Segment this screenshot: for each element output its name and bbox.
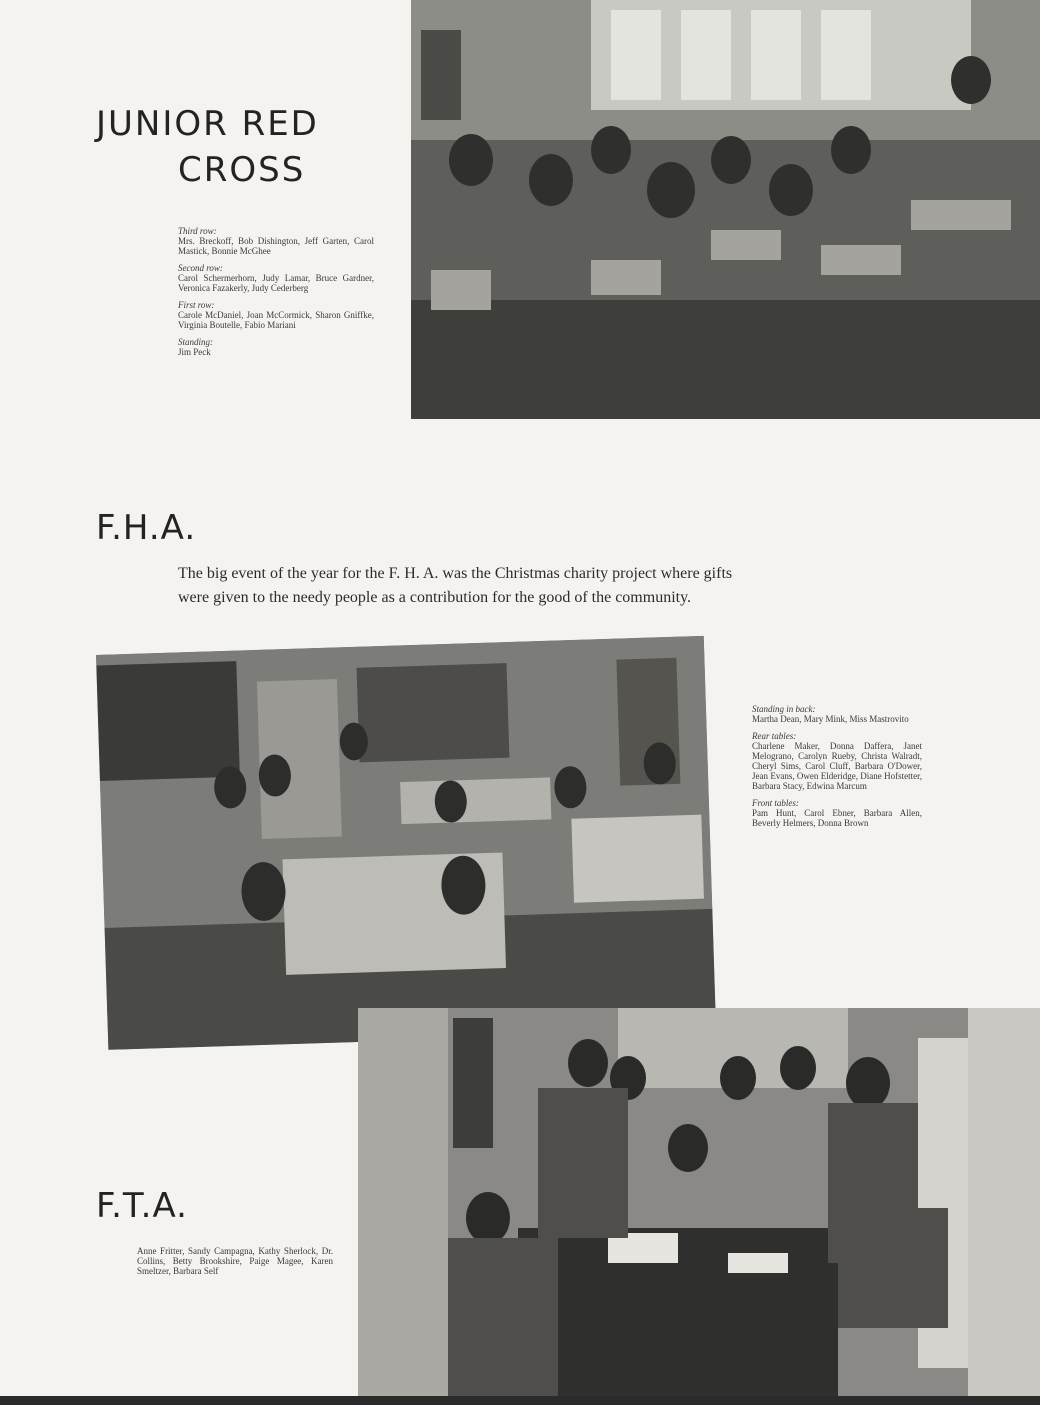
caption-names: Carol Schermerhorn, Judy Lamar, Bruce Gardner, Veronica Fazakerly, Judy Cederberg — [178, 273, 374, 293]
fha-photo — [96, 636, 716, 1050]
caption-names: Carole McDaniel, Joan McCormick, Sharon Gniffke, Virginia Boutelle, Fabio Mariani — [178, 310, 374, 330]
fha-title: F.H.A. — [96, 508, 197, 548]
caption-label: Front tables: — [752, 798, 799, 808]
caption-names: Pam Hunt, Carol Ebner, Barbara Allen, Beverly Helmers, Donna Brown — [752, 808, 922, 828]
fta-photo — [358, 1008, 1040, 1396]
caption-label: Rear tables: — [752, 731, 797, 741]
caption-names: Anne Fritter, Sandy Campagna, Kathy Sherlock, Dr. Collins, Betty Brookshire, Paige Magee, Karen Smeltzer, Barbara Self — [137, 1246, 333, 1276]
caption-label: First row: — [178, 300, 215, 310]
caption-label: Second row: — [178, 263, 223, 273]
fta-title: F.T.A. — [96, 1186, 188, 1226]
page-bottom-edge — [0, 1396, 1040, 1405]
caption-label: Standing in back: — [752, 704, 816, 714]
caption-names: Martha Dean, Mary Mink, Miss Mastrovito — [752, 714, 909, 724]
caption-names: Jim Peck — [178, 347, 211, 357]
caption-label: Standing: — [178, 337, 213, 347]
fta-caption — [137, 1246, 333, 1276]
caption-names: Charlene Maker, Donna Daffera, Janet Melograno, Carolyn Rueby, Christa Walradt, Cheryl Sims, Carol Cluff, Barbara O'Dower, Jean Evans, Owen Elderidge, Diane Hofstetter, Barbara Stacy, Edwina Marcum — [752, 741, 922, 791]
junior-red-cross-caption — [178, 226, 374, 357]
fha-caption — [752, 704, 922, 828]
caption-label: Third row: — [178, 226, 217, 236]
junior-red-cross-title-line1: JUNIOR RED — [96, 104, 319, 144]
junior-red-cross-title-line2: CROSS — [178, 150, 306, 190]
junior-red-cross-photo — [411, 0, 1040, 419]
caption-names: Mrs. Breckoff, Bob Dishington, Jeff Garten, Carol Mastick, Bonnie McGhee — [178, 236, 374, 256]
fha-paragraph: The big event of the year for the F. H. A. was the Christmas charity project where gifts were given to the needy people as a contribution for the good of the community. — [178, 565, 733, 606]
